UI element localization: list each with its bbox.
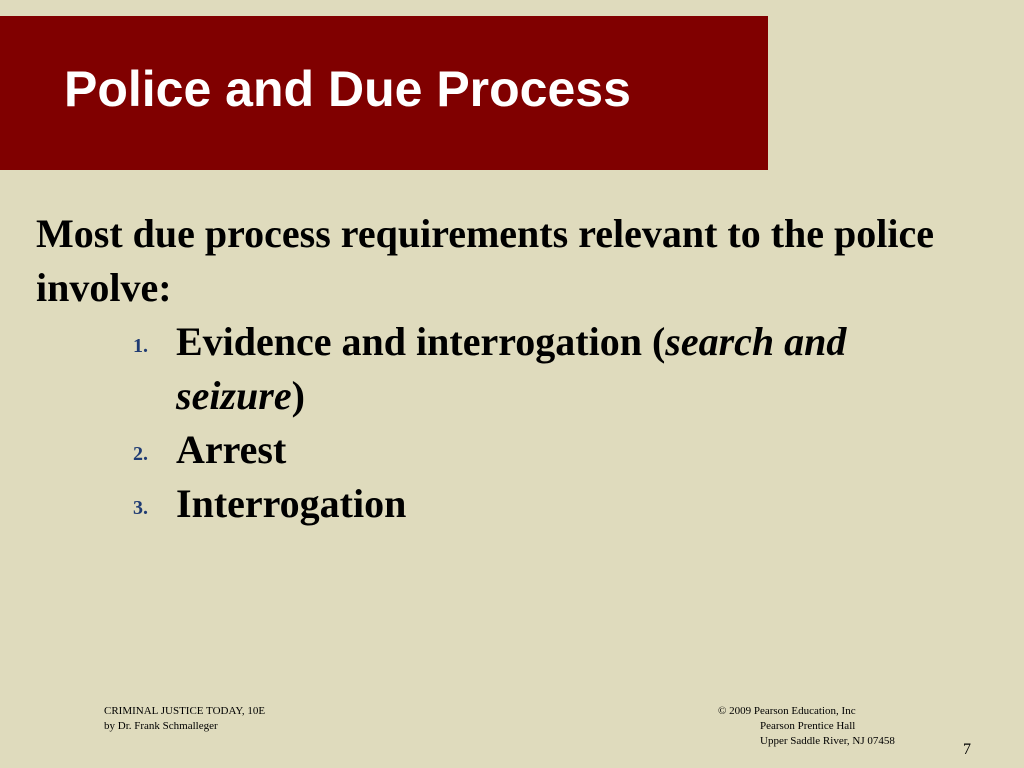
footer-copyright (718, 704, 895, 749)
list-text-1-italic: search and seizure (176, 319, 847, 418)
footer-copyright-line: © 2009 Pearson Education, Inc (718, 705, 856, 717)
list-number-3: 3. (133, 497, 148, 519)
footer-book-title: CRIMINAL JUSTICE TODAY, 10E (104, 705, 266, 717)
footer-book-credit (104, 704, 265, 734)
slide-title: Police and Due Process (64, 61, 631, 117)
footer-publisher: Pearson Prentice Hall (760, 720, 856, 732)
list-text-1-before: Evidence and interrogation ( (176, 319, 666, 364)
numbered-list (0, 315, 1024, 531)
list-text-1-after: ) (291, 373, 305, 418)
intro-text: Most due process requirements relevant to the police involve: (36, 211, 935, 310)
list-number-1: 1. (133, 335, 148, 357)
list-number-2: 2. (133, 443, 148, 465)
list-item-1 (133, 315, 956, 423)
footer-author: by Dr. Frank Schmalleger (104, 720, 218, 732)
list-item-2 (133, 423, 956, 477)
list-item-3 (133, 477, 956, 531)
list-text-2: Arrest (176, 427, 287, 472)
page-number: 7 (963, 741, 971, 758)
footer-address: Upper Saddle River, NJ 07458 (760, 735, 895, 747)
list-text-3: Interrogation (176, 481, 407, 526)
